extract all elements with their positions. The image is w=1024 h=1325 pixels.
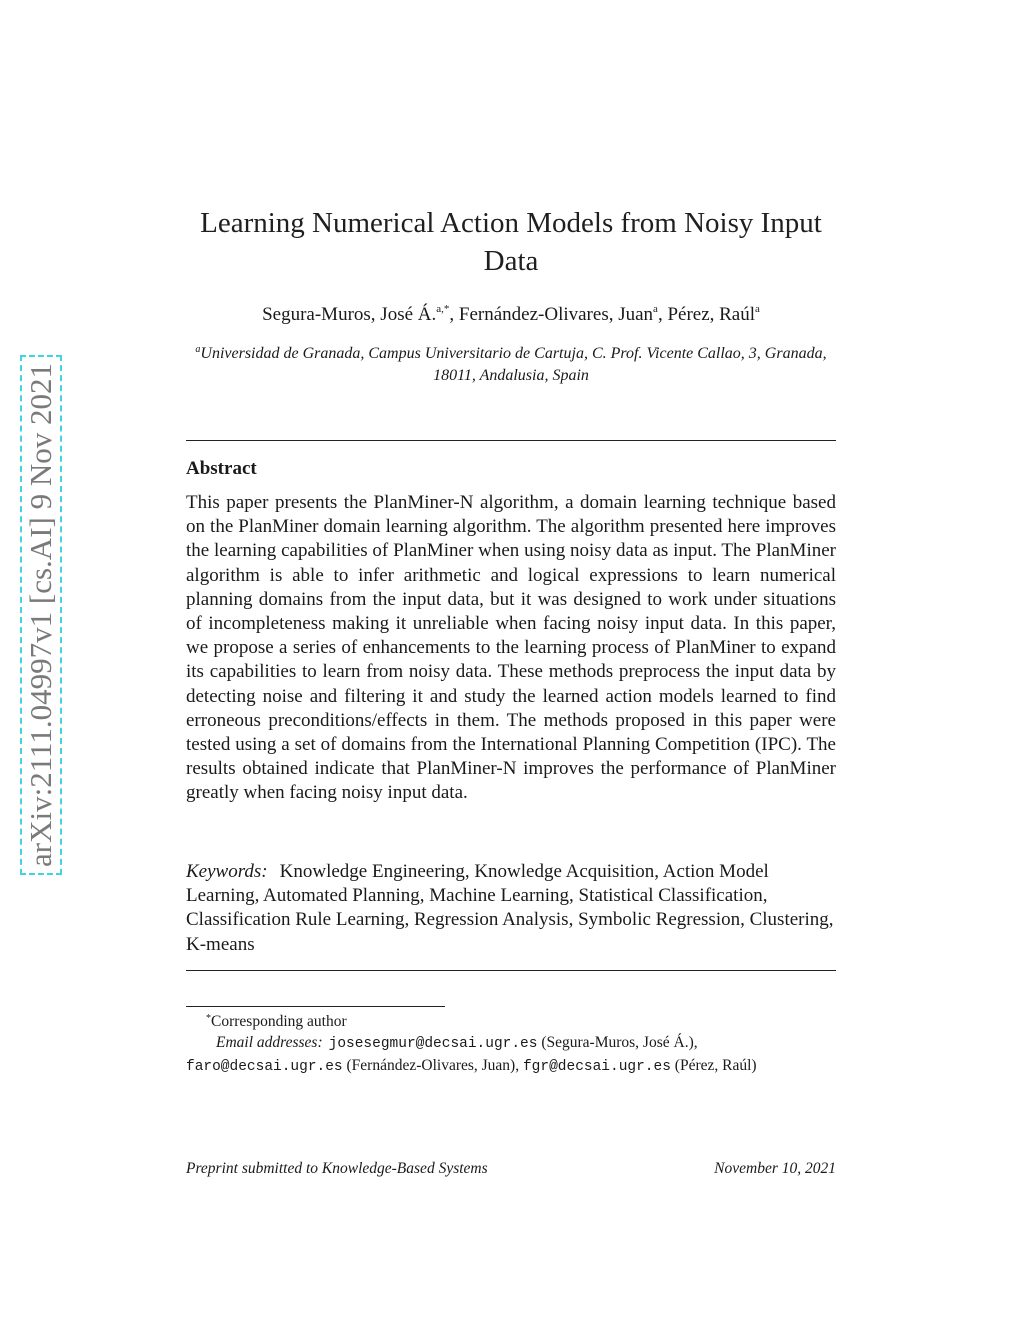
affiliation-text: Universidad de Granada, Campus Universitario de Cartuja, C. Prof. Vicente Callao, 3, Granada, 18011, Andalusia, Spain [200, 345, 827, 384]
footer-submission: Preprint submitted to Knowledge-Based Systems [186, 1160, 488, 1177]
email-owner: (Segura-Muros, José Á.), [541, 1034, 698, 1051]
keywords-text: Knowledge Engineering, Knowledge Acquisition, Action Model Learning, Automated Planning, Machine Learning, Statistical Classification, Classification Rule Learning, Regression Analysis, Symbolic Regression, Clustering, K-means [186, 861, 834, 955]
email-owner: (Fernández-Olivares, Juan), [346, 1057, 520, 1074]
email-link[interactable]: josesegmur@decsai.ugr.es [328, 1036, 538, 1052]
author-name: Fernández-Olivares, Juan [458, 304, 654, 325]
keywords [186, 860, 836, 957]
page-footer [186, 1159, 836, 1179]
abstract-bottom-rule [186, 970, 836, 971]
corresponding-author-text: Corresponding author [211, 1013, 347, 1030]
email-link[interactable]: faro@decsai.ugr.es [186, 1059, 343, 1075]
email-link[interactable]: fgr@decsai.ugr.es [522, 1059, 671, 1075]
author-affiliation-mark: a [755, 303, 760, 315]
author-affiliation-mark: a,* [436, 303, 450, 315]
affiliation-mark: a [195, 344, 201, 355]
email-line [186, 1055, 836, 1078]
author-list [186, 303, 836, 327]
paper-title: Learning Numerical Action Models from Noisy Input Data [200, 207, 822, 277]
footnotes [186, 1011, 836, 1078]
author-affiliation-mark: a [653, 303, 658, 315]
author-name: Segura-Muros, José Á. [262, 304, 437, 325]
email-label: Email addresses: [216, 1034, 323, 1051]
email-line [186, 1032, 836, 1055]
abstract-text: This paper presents the PlanMiner-N algorithm, a domain learning technique based on the PlanMiner domain learning algorithm. The algorithm presented here improves the learning capabilities of PlanMiner when using noisy data as input. The PlanMiner algorithm is able to infer arithmetic and logical expressions to learn numerical planning domains from the input data, but it was designed to work under situations of incompleteness making it unreliable when facing noisy input data. In this paper, we propose a series of enhancements to the learning process of PlanMiner to expand its capabilities to learn from noisy data. These methods preprocess the input data by detecting noise and filtering it and study the learned action models learned to find erroneous preconditions/effects in them. The methods proposed in this paper were tested using a set of domains from the International Planning Competition (IPC). The results obtained indicate that PlanMiner-N improves the performance of PlanMiner greatly when facing noisy input data. [186, 492, 836, 804]
footer-date: November 10, 2021 [714, 1160, 836, 1177]
keywords-label: Keywords: [186, 861, 268, 882]
abstract-top-rule [186, 440, 836, 441]
corresponding-author-note [186, 1011, 836, 1032]
author-separator: , [449, 304, 459, 325]
author-separator: , [657, 304, 668, 325]
footnote-mark: * [206, 1013, 211, 1024]
author-name: Pérez, Raúl [667, 304, 756, 325]
email-owner: (Pérez, Raúl) [674, 1057, 757, 1074]
abstract-heading: Abstract [186, 458, 257, 479]
arxiv-stamp[interactable]: arXiv:2111.04997v1 [cs.AI] 9 Nov 2021 [20, 355, 62, 875]
affiliation [186, 343, 836, 387]
arxiv-stamp-container [20, 330, 62, 900]
footnote-rule [186, 1006, 445, 1007]
